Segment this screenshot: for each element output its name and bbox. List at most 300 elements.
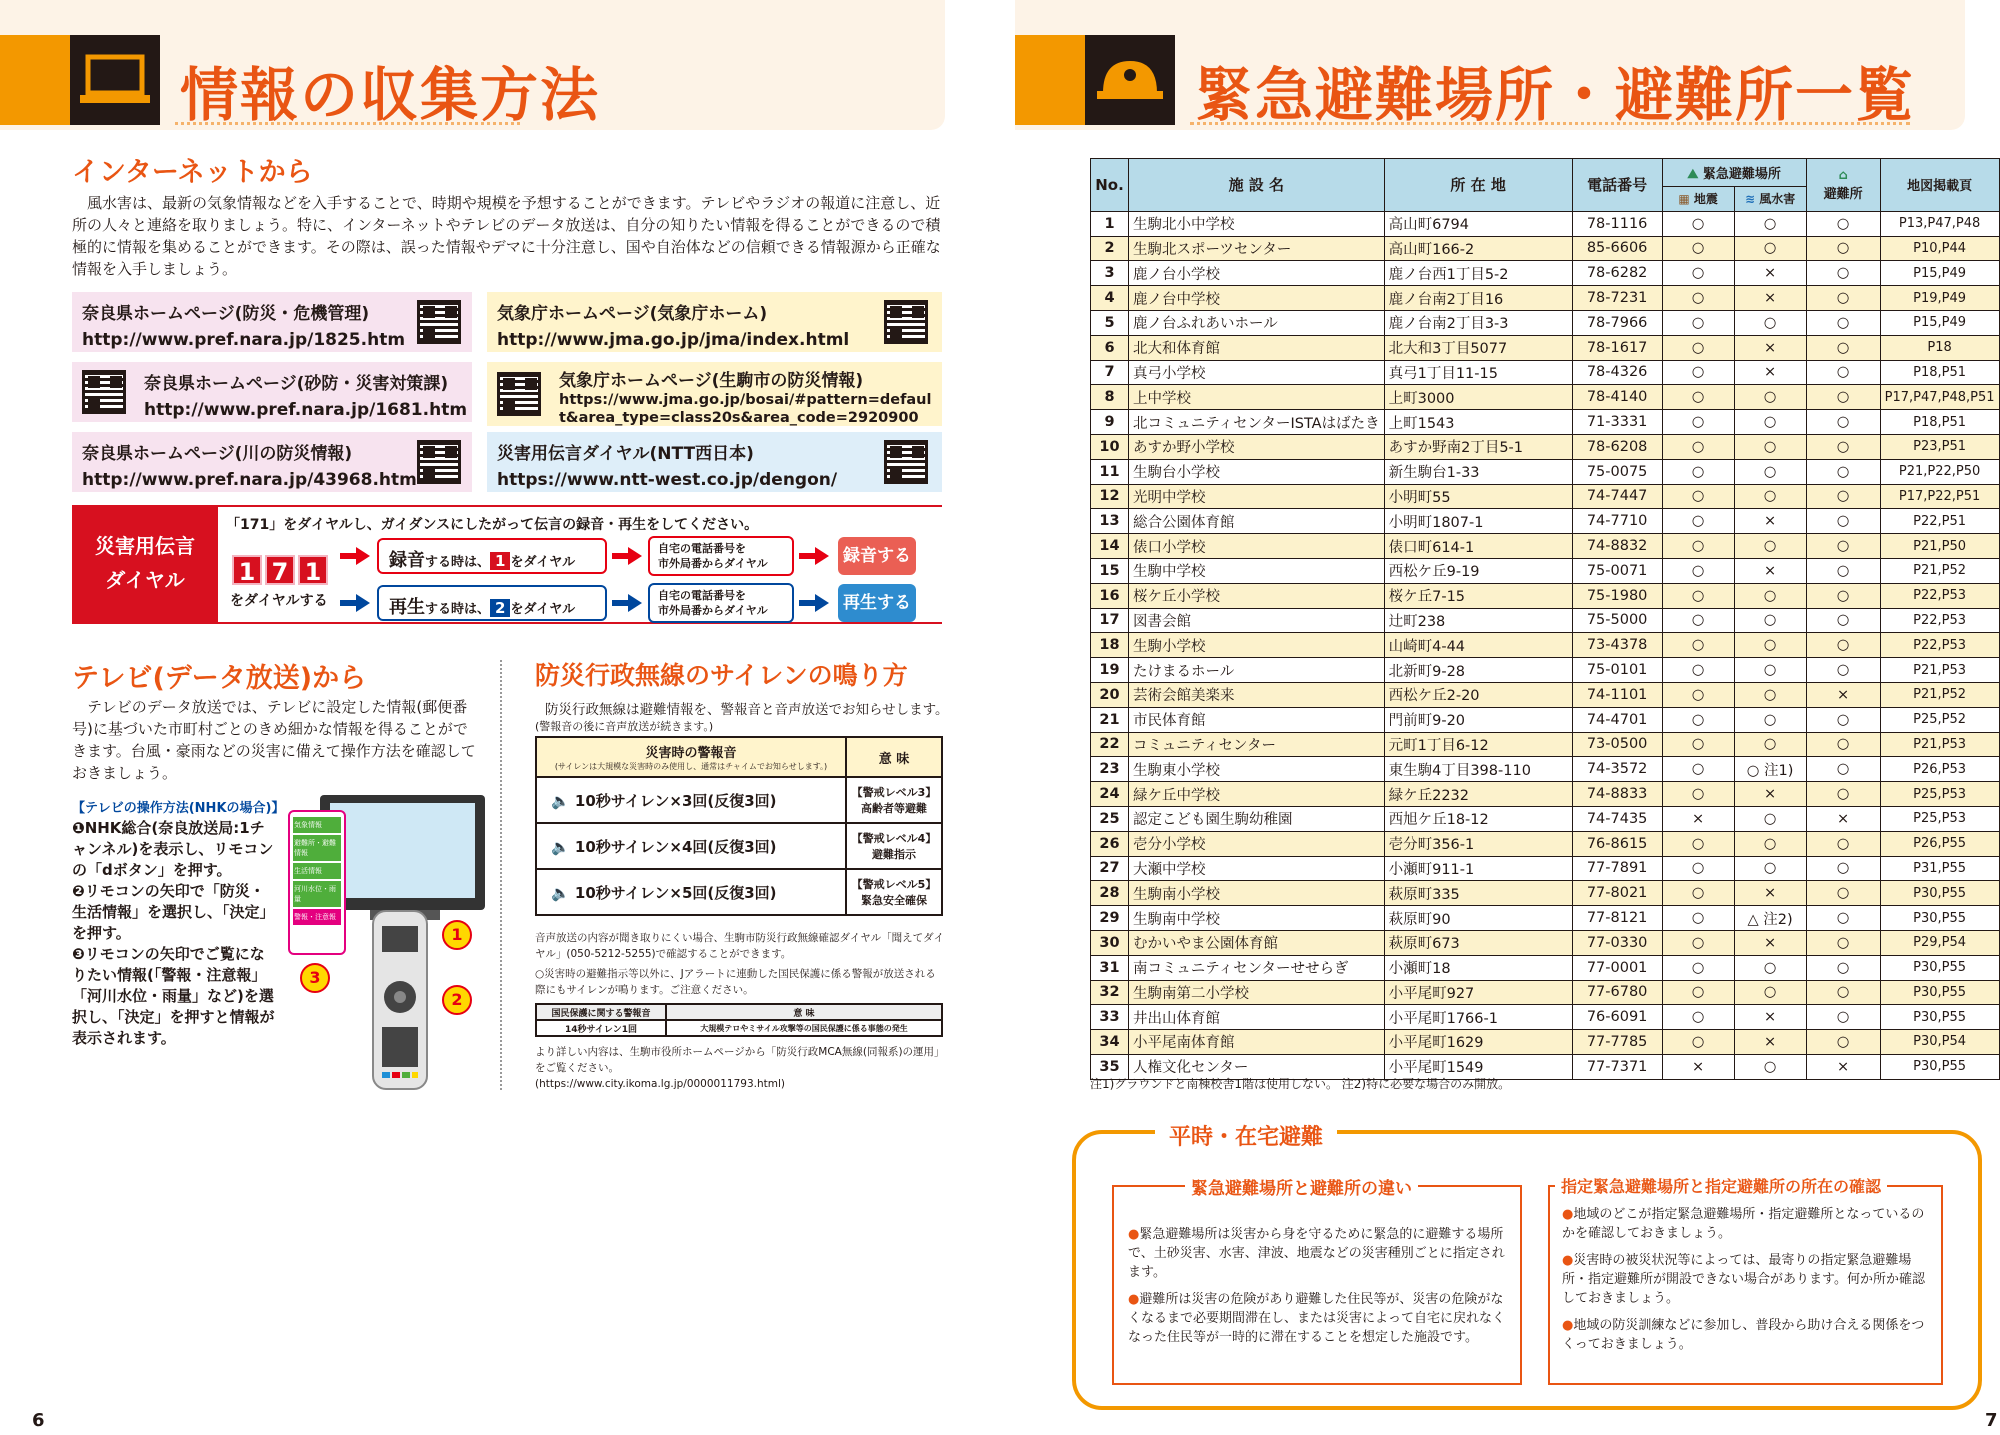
cell-no: 30 bbox=[1091, 930, 1129, 955]
cell-no: 24 bbox=[1091, 782, 1129, 807]
cell-map: P15,P49 bbox=[1880, 261, 1999, 286]
cell-name: 南コミュニティセンターせせらぎ bbox=[1129, 955, 1385, 980]
table-row bbox=[1091, 955, 2000, 980]
cell-no: 28 bbox=[1091, 881, 1129, 906]
cell-tel: 74-8833 bbox=[1572, 782, 1662, 807]
cell-address: 上町1543 bbox=[1384, 410, 1572, 435]
marker-2: 2 bbox=[442, 985, 472, 1015]
cell-name: むかいやま公園体育館 bbox=[1129, 930, 1385, 955]
tv-menu-item: 気象情報 bbox=[293, 817, 341, 833]
cell-address: 壱分町356-1 bbox=[1384, 831, 1572, 856]
cell-flood: ○ bbox=[1734, 682, 1806, 707]
cell-map: P22,P51 bbox=[1880, 509, 1999, 534]
remote-buttons bbox=[374, 912, 426, 1088]
emergency-shelter-icon: ⛰ bbox=[1687, 167, 1699, 182]
cell-shelter: ○ bbox=[1806, 633, 1880, 658]
marker-3: 3 bbox=[300, 963, 330, 993]
table-row bbox=[1091, 583, 2000, 608]
left-header-accent bbox=[0, 35, 70, 125]
cell-flood: × bbox=[1734, 782, 1806, 807]
cell-name: 壱分小学校 bbox=[1129, 831, 1385, 856]
cell-map: P21,P50 bbox=[1880, 534, 1999, 559]
cell-shelter: ○ bbox=[1806, 509, 1880, 534]
cell-flood: ○ bbox=[1734, 459, 1806, 484]
cell-tel: 77-8121 bbox=[1572, 906, 1662, 931]
cell-earthquake: ○ bbox=[1662, 1005, 1734, 1030]
cell-earthquake: ○ bbox=[1662, 484, 1734, 509]
cell-name: 生駒小学校 bbox=[1129, 633, 1385, 658]
page-title-left: 情報の収集方法 bbox=[180, 61, 601, 129]
cell-map: P31,P55 bbox=[1880, 856, 1999, 881]
cell-name: 生駒中学校 bbox=[1129, 558, 1385, 583]
cell-tel: 78-7231 bbox=[1572, 286, 1662, 311]
cell-no: 14 bbox=[1091, 534, 1129, 559]
cell-flood: ○ bbox=[1734, 534, 1806, 559]
remote-control bbox=[372, 910, 428, 1090]
cell-map: P21,P22,P50 bbox=[1880, 459, 1999, 484]
daily-title: 平時・在宅避難 bbox=[1155, 1120, 1337, 1151]
cell-name: 桜ケ丘小学校 bbox=[1129, 583, 1385, 608]
cell-earthquake: ○ bbox=[1662, 261, 1734, 286]
cell-no: 12 bbox=[1091, 484, 1129, 509]
cell-shelter: ○ bbox=[1806, 236, 1880, 261]
cell-tel: 77-0330 bbox=[1572, 930, 1662, 955]
cell-map: P17,P47,P48,P51 bbox=[1880, 385, 1999, 410]
cell-no: 8 bbox=[1091, 385, 1129, 410]
cell-map: P21,P53 bbox=[1880, 658, 1999, 683]
cell-earthquake: ○ bbox=[1662, 286, 1734, 311]
siren-note1: 音声放送の内容が聞き取りにくい場合、生駒市防災行政無線確認ダイヤル「聞えてダイヤル」(050-5212-5255)で確認することができます。 bbox=[535, 932, 944, 960]
tv-steps bbox=[72, 818, 277, 1049]
cell-earthquake: ○ bbox=[1662, 310, 1734, 335]
table-row bbox=[1091, 707, 2000, 732]
tv-menu bbox=[288, 810, 346, 955]
cell-address: 小明町1807-1 bbox=[1384, 509, 1572, 534]
link-nara-river[interactable]: 奈良県ホームページ(川の防災情報) http://www.pref.nara.jp/43968.htm bbox=[72, 432, 472, 492]
bullet-icon: ● bbox=[1562, 1253, 1574, 1268]
cell-name: 光明中学校 bbox=[1129, 484, 1385, 509]
tv-menu-item: 警報・注意報 bbox=[293, 909, 341, 925]
cell-earthquake: ○ bbox=[1662, 906, 1734, 931]
flood-icon: ≋ bbox=[1744, 192, 1756, 207]
cell-name: 鹿ノ台中学校 bbox=[1129, 286, 1385, 311]
arrow bbox=[340, 600, 356, 606]
cell-flood: ○ bbox=[1734, 385, 1806, 410]
cell-flood: ○ bbox=[1734, 856, 1806, 881]
siren-header bbox=[536, 737, 942, 777]
page-title-right: 緊急避難場所・避難所一覧 bbox=[1195, 61, 1916, 129]
cell-no: 16 bbox=[1091, 583, 1129, 608]
cell-no: 10 bbox=[1091, 434, 1129, 459]
table-row bbox=[1091, 310, 2000, 335]
arrow bbox=[340, 553, 356, 559]
cell-no: 5 bbox=[1091, 310, 1129, 335]
col-emergency: ⛰ 緊急避難場所 bbox=[1662, 159, 1806, 187]
arrow bbox=[799, 600, 815, 606]
cell-address: 俵口町614-1 bbox=[1384, 534, 1572, 559]
column-divider bbox=[500, 660, 502, 1090]
cell-shelter: ○ bbox=[1806, 782, 1880, 807]
kokumin-table: 国民保護に関する警報音 意 味 14秒サイレン1回 大規模テロやミサイル攻撃等の国民保護に係る事態の発生 bbox=[535, 1003, 943, 1037]
cell-tel: 75-0075 bbox=[1572, 459, 1662, 484]
siren-row: 🔈 10秒サイレン×4回(反復3回) 【警戒レベル4】 避難指示 bbox=[536, 823, 942, 869]
table-row bbox=[1091, 658, 2000, 683]
cell-name: 生駒北スポーツセンター bbox=[1129, 236, 1385, 261]
cell-tel: 77-7891 bbox=[1572, 856, 1662, 881]
cell-address: 西松ケ丘9-19 bbox=[1384, 558, 1572, 583]
cell-flood: × bbox=[1734, 1005, 1806, 1030]
cell-name: 生駒東小学校 bbox=[1129, 757, 1385, 782]
cell-shelter: ○ bbox=[1806, 583, 1880, 608]
qr-code-icon bbox=[497, 372, 541, 416]
cell-address: 小平尾町1766-1 bbox=[1384, 1005, 1572, 1030]
arrow-head bbox=[815, 594, 829, 612]
cell-earthquake: ○ bbox=[1662, 856, 1734, 881]
cell-name: 総合公園体育館 bbox=[1129, 509, 1385, 534]
table-row bbox=[1091, 682, 2000, 707]
table-row bbox=[1091, 509, 2000, 534]
cell-tel: 78-6282 bbox=[1572, 261, 1662, 286]
cell-map: P26,P53 bbox=[1880, 757, 1999, 782]
cell-earthquake: ○ bbox=[1662, 335, 1734, 360]
tv-step-2: ❷リモコンの矢印で「防災・生活情報」を選択し、「決定」を押す。 bbox=[72, 882, 275, 942]
record-home-box: 自宅の電話番号を 市外局番からダイヤル bbox=[648, 536, 794, 576]
cell-name: 上中学校 bbox=[1129, 385, 1385, 410]
cell-address: 鹿ノ台西1丁目5-2 bbox=[1384, 261, 1572, 286]
cell-map: P13,P47,P48 bbox=[1880, 211, 1999, 236]
cell-address: 門前町9-20 bbox=[1384, 707, 1572, 732]
cell-map: P22,P53 bbox=[1880, 633, 1999, 658]
link-jma-ikoma[interactable]: 気象庁ホームページ(生駒市の防災情報) https://www.jma.go.jp/bosai/#pattern=default&area_type=class20s&area_code=2920900 bbox=[487, 362, 942, 426]
siren-note3: より詳しい内容は、生駒市役所ホームページから「防災行政MCA無線(同報系)の運用」をご覧ください。 bbox=[535, 1046, 945, 1074]
cell-shelter: ○ bbox=[1806, 310, 1880, 335]
cell-tel: 77-7785 bbox=[1572, 1030, 1662, 1055]
cell-map: P18 bbox=[1880, 335, 1999, 360]
box-confirm-title: 指定緊急避難場所と指定避難所の所在の確認 bbox=[1555, 1174, 1887, 1197]
cell-shelter: ○ bbox=[1806, 558, 1880, 583]
cell-no: 1 bbox=[1091, 211, 1129, 236]
box-difference-title: 緊急避難場所と避難所の違い bbox=[1185, 1174, 1418, 1199]
shelter-table bbox=[1090, 158, 2000, 1080]
cell-no: 6 bbox=[1091, 335, 1129, 360]
cell-map: P21,P52 bbox=[1880, 682, 1999, 707]
cell-flood: ○ bbox=[1734, 980, 1806, 1005]
table-row bbox=[1091, 906, 2000, 931]
internet-text: 風水害は、最新の気象情報などを入手することで、時期や規模を予想することができます。テレビやラジオの報道に注意し、近所の人々と連絡を取りましょう。特に、インターネットやテレビのデータ放送は、自分の知りたい情報を得ることができるので積極的に情報を集めることができます。その際は、誤った情報やデマに十分注意し、国や自治体などの信頼できる情報源から正確な情報を入手しましょう。 bbox=[72, 194, 941, 278]
cell-no: 25 bbox=[1091, 806, 1129, 831]
cell-flood: ○ bbox=[1734, 211, 1806, 236]
speaker-icon: 🔈 bbox=[551, 791, 570, 810]
cell-name: 図書会館 bbox=[1129, 608, 1385, 633]
internet-heading: インターネットから bbox=[72, 157, 313, 188]
cell-address: 鹿ノ台南2丁目3-3 bbox=[1384, 310, 1572, 335]
siren-row: 🔈 10秒サイレン×5回(反復3回) 【警戒レベル5】 緊急安全確保 bbox=[536, 869, 942, 915]
cell-tel: 73-4378 bbox=[1572, 633, 1662, 658]
cell-tel: 74-3572 bbox=[1572, 757, 1662, 782]
cell-no: 27 bbox=[1091, 856, 1129, 881]
cell-no: 26 bbox=[1091, 831, 1129, 856]
cell-map: P30,P55 bbox=[1880, 881, 1999, 906]
table-row bbox=[1091, 1005, 2000, 1030]
cell-earthquake: ○ bbox=[1662, 583, 1734, 608]
siren-note4: (https://www.city.ikoma.lg.jp/0000011793.html) bbox=[535, 1078, 785, 1090]
arrow-head bbox=[628, 547, 642, 565]
cell-shelter: ○ bbox=[1806, 1005, 1880, 1030]
cell-flood: ○ bbox=[1734, 1054, 1806, 1079]
cell-no: 33 bbox=[1091, 1005, 1129, 1030]
cell-address: 辻町238 bbox=[1384, 608, 1572, 633]
cell-shelter: ○ bbox=[1806, 484, 1880, 509]
table-row bbox=[1091, 757, 2000, 782]
col-tel: 電話番号 bbox=[1572, 159, 1662, 212]
qr-code-icon bbox=[884, 440, 928, 484]
qr-code-icon bbox=[82, 370, 126, 414]
cell-tel: 78-7966 bbox=[1572, 310, 1662, 335]
cell-earthquake: ○ bbox=[1662, 782, 1734, 807]
cell-map: P15,P49 bbox=[1880, 310, 1999, 335]
col-map: 地図掲載頁 bbox=[1880, 159, 1999, 212]
table-row bbox=[1091, 534, 2000, 559]
cell-earthquake: ○ bbox=[1662, 459, 1734, 484]
cell-address: 高山町166-2 bbox=[1384, 236, 1572, 261]
record-end: 録音する bbox=[838, 537, 916, 575]
cell-shelter: ○ bbox=[1806, 881, 1880, 906]
cell-address: 元町1丁目6-12 bbox=[1384, 732, 1572, 757]
box-confirm-text: ●地域のどこが指定緊急避難場所・指定避難所となっているのかを確認しておきましょう。 ●災害時の被災状況等によっては、最寄りの指定緊急避難場所・指定避難所が開設できない場合があります。何か所か確認しておきましょう。 ●地域の防災訓練などに参加し、普段から助け合える関係をつくっておきましょう。 bbox=[1562, 1207, 1925, 1352]
link-nara-bousai[interactable]: 奈良県ホームページ(防災・危機管理) http://www.pref.nara.jp/1825.htm bbox=[72, 292, 472, 352]
record-box: 録音する時は、 1 をダイヤル bbox=[377, 538, 607, 574]
cell-earthquake: ○ bbox=[1662, 385, 1734, 410]
cell-address: 小平尾町1629 bbox=[1384, 1030, 1572, 1055]
dial-digit-1b: 1 bbox=[298, 555, 328, 585]
cell-address: 西旭ケ丘18-12 bbox=[1384, 806, 1572, 831]
col-no: No. bbox=[1091, 159, 1129, 212]
tv-heading: テレビ(データ放送)から bbox=[72, 663, 367, 694]
cell-shelter: ○ bbox=[1806, 211, 1880, 236]
cell-flood: × bbox=[1734, 930, 1806, 955]
cell-address: 桜ケ丘7-15 bbox=[1384, 583, 1572, 608]
cell-shelter: ○ bbox=[1806, 410, 1880, 435]
table-row bbox=[1091, 484, 2000, 509]
cell-shelter: ○ bbox=[1806, 930, 1880, 955]
cell-flood: ○ bbox=[1734, 410, 1806, 435]
table-row bbox=[1091, 782, 2000, 807]
marker-1: 1 bbox=[442, 920, 472, 950]
cell-address: 萩原町335 bbox=[1384, 881, 1572, 906]
cell-name: コミュニティセンター bbox=[1129, 732, 1385, 757]
tv-menu-item: 河川水位・雨量 bbox=[293, 881, 341, 907]
cell-address: 小瀬町911-1 bbox=[1384, 856, 1572, 881]
cell-flood: × bbox=[1734, 509, 1806, 534]
cell-flood: ○ bbox=[1734, 806, 1806, 831]
cell-shelter: × bbox=[1806, 1054, 1880, 1079]
cell-shelter: ○ bbox=[1806, 534, 1880, 559]
siren-th1: 災害時の警報音 (サイレンは大規模な災害時のみ使用し、通常はチャイムでお知らせします。) bbox=[536, 737, 846, 777]
cell-shelter: ○ bbox=[1806, 658, 1880, 683]
col-name: 施 設 名 bbox=[1129, 159, 1385, 212]
cell-name: 人権文化センター bbox=[1129, 1054, 1385, 1079]
cell-tel: 74-7710 bbox=[1572, 509, 1662, 534]
cell-flood: ○ bbox=[1734, 732, 1806, 757]
page-number-right: 7 bbox=[1985, 1410, 1998, 1431]
cell-map: P30,P55 bbox=[1880, 980, 1999, 1005]
bullet-icon: ● bbox=[1562, 1207, 1574, 1222]
cell-address: 緑ケ丘2232 bbox=[1384, 782, 1572, 807]
dial-label: 災害用伝言 ダイヤル bbox=[72, 507, 218, 622]
table-row bbox=[1091, 558, 2000, 583]
arrow bbox=[612, 553, 628, 559]
cell-map: P10,P44 bbox=[1880, 236, 1999, 261]
cell-shelter: ○ bbox=[1806, 360, 1880, 385]
table-row bbox=[1091, 261, 2000, 286]
cell-name: 鹿ノ台小学校 bbox=[1129, 261, 1385, 286]
qr-code-icon bbox=[417, 440, 461, 484]
col-earthquake: ▦ 地震 bbox=[1662, 187, 1734, 212]
cell-earthquake: ○ bbox=[1662, 236, 1734, 261]
cell-earthquake: ○ bbox=[1662, 732, 1734, 757]
cell-tel: 78-1617 bbox=[1572, 335, 1662, 360]
cell-shelter: ○ bbox=[1806, 261, 1880, 286]
helmet-icon bbox=[1085, 35, 1175, 125]
cell-flood: ○ bbox=[1734, 434, 1806, 459]
cell-flood: × bbox=[1734, 1030, 1806, 1055]
table-row bbox=[1091, 211, 2000, 236]
cell-shelter: ○ bbox=[1806, 707, 1880, 732]
cell-earthquake: ○ bbox=[1662, 211, 1734, 236]
cell-map: P30,P54 bbox=[1880, 1030, 1999, 1055]
tv-step-3: ❸リモコンの矢印でご覧になりたい情報(「警報・注意報」「河川水位・雨量」など)を選択し、「決定」を押すと情報が表示されます。 bbox=[72, 945, 275, 1047]
cell-tel: 78-4326 bbox=[1572, 360, 1662, 385]
cell-map: P17,P22,P51 bbox=[1880, 484, 1999, 509]
siren-th2: 意 味 bbox=[846, 737, 942, 777]
table-row bbox=[1091, 856, 2000, 881]
cell-shelter: ○ bbox=[1806, 757, 1880, 782]
dial-digit-1: 1 bbox=[232, 555, 262, 585]
speaker-icon: 🔈 bbox=[551, 837, 570, 856]
cell-flood: △ 注2) bbox=[1734, 906, 1806, 931]
cell-earthquake: ○ bbox=[1662, 980, 1734, 1005]
cell-tel: 78-6208 bbox=[1572, 434, 1662, 459]
cell-tel: 77-8021 bbox=[1572, 881, 1662, 906]
cell-tel: 75-0101 bbox=[1572, 658, 1662, 683]
cell-flood: × bbox=[1734, 360, 1806, 385]
cell-name: 生駒南中学校 bbox=[1129, 906, 1385, 931]
table-row bbox=[1091, 806, 2000, 831]
cell-flood: ○ bbox=[1734, 583, 1806, 608]
table-row bbox=[1091, 732, 2000, 757]
play-home-box: 自宅の電話番号を 市外局番からダイヤル bbox=[648, 583, 794, 623]
cell-shelter: × bbox=[1806, 682, 1880, 707]
cell-earthquake: ○ bbox=[1662, 930, 1734, 955]
cell-flood: ○ 注1) bbox=[1734, 757, 1806, 782]
cell-earthquake: ○ bbox=[1662, 633, 1734, 658]
cell-address: 小瀬町18 bbox=[1384, 955, 1572, 980]
play-end: 再生する bbox=[838, 584, 916, 622]
table-row bbox=[1091, 980, 2000, 1005]
cell-flood: × bbox=[1734, 286, 1806, 311]
link-ntt-dengon[interactable]: 災害用伝言ダイヤル(NTT西日本) https://www.ntt-west.co.jp/dengon/ bbox=[487, 432, 942, 492]
cell-earthquake: ○ bbox=[1662, 955, 1734, 980]
cell-name: 市民体育館 bbox=[1129, 707, 1385, 732]
cell-flood: × bbox=[1734, 558, 1806, 583]
cell-no: 4 bbox=[1091, 286, 1129, 311]
cell-name: 生駒台小学校 bbox=[1129, 459, 1385, 484]
cell-tel: 75-0071 bbox=[1572, 558, 1662, 583]
title-underline-right bbox=[1190, 122, 1910, 125]
cell-flood: × bbox=[1734, 881, 1806, 906]
cell-name: 鹿ノ台ふれあいホール bbox=[1129, 310, 1385, 335]
cell-address: 上町3000 bbox=[1384, 385, 1572, 410]
cell-no: 31 bbox=[1091, 955, 1129, 980]
cell-address: 北新町9-28 bbox=[1384, 658, 1572, 683]
siren-text: 防災行政無線は避難情報を、警報音と音声放送でお知らせします。 bbox=[545, 702, 949, 718]
cell-name: 俵口小学校 bbox=[1129, 534, 1385, 559]
cell-earthquake: ○ bbox=[1662, 534, 1734, 559]
cell-shelter: ○ bbox=[1806, 980, 1880, 1005]
table-row bbox=[1091, 930, 2000, 955]
cell-earthquake: × bbox=[1662, 806, 1734, 831]
earthquake-icon: ▦ bbox=[1678, 192, 1690, 207]
cell-tel: 74-1101 bbox=[1572, 682, 1662, 707]
cell-map: P18,P51 bbox=[1880, 410, 1999, 435]
cell-tel: 77-0001 bbox=[1572, 955, 1662, 980]
arrow-head bbox=[815, 547, 829, 565]
col-shelter: ⌂ 避難所 bbox=[1806, 159, 1880, 212]
tv-menu-item: 生活情報 bbox=[293, 863, 341, 879]
cell-name: 認定こども園生駒幼稚園 bbox=[1129, 806, 1385, 831]
cell-address: 小明町55 bbox=[1384, 484, 1572, 509]
bullet-icon: ● bbox=[1128, 1227, 1140, 1242]
link-nara-sabo[interactable]: 奈良県ホームページ(砂防・災害対策課) http://www.pref.nara.jp/1681.htm bbox=[72, 362, 472, 422]
cell-map: P18,P51 bbox=[1880, 360, 1999, 385]
cell-no: 19 bbox=[1091, 658, 1129, 683]
cell-name: 真弓小学校 bbox=[1129, 360, 1385, 385]
cell-shelter: ○ bbox=[1806, 335, 1880, 360]
cell-name: 生駒南小学校 bbox=[1129, 881, 1385, 906]
cell-name: 井出山体育館 bbox=[1129, 1005, 1385, 1030]
cell-map: P25,P53 bbox=[1880, 782, 1999, 807]
dial-divider-bottom bbox=[72, 622, 942, 624]
cell-flood: ○ bbox=[1734, 658, 1806, 683]
cell-address: 萩原町90 bbox=[1384, 906, 1572, 931]
tv-step-1: ❶NHK総合(奈良放送局:1チャンネル)を表示し、リモコンの「dボタン」を押す。 bbox=[72, 819, 274, 879]
link-jma-home[interactable]: 気象庁ホームページ(気象庁ホーム) http://www.jma.go.jp/jma/index.html bbox=[487, 292, 942, 352]
cell-address: 東生駒4丁目398-110 bbox=[1384, 757, 1572, 782]
cell-name: 緑ケ丘中学校 bbox=[1129, 782, 1385, 807]
cell-address: 北大和3丁目5077 bbox=[1384, 335, 1572, 360]
tv-text: テレビのデータ放送では、テレビに設定した情報(郵便番号)に基づいた市町村ごとのきめ細かな情報を得ることができます。台風・豪雨などの災害に備えて操作方法を確認しておきましょう。 bbox=[72, 698, 476, 782]
cell-earthquake: ○ bbox=[1662, 509, 1734, 534]
table-row bbox=[1091, 831, 2000, 856]
cell-map: P25,P53 bbox=[1880, 806, 1999, 831]
cell-name: 北コミュニティセンターISTAはばたき bbox=[1129, 410, 1385, 435]
cell-name: 大瀬中学校 bbox=[1129, 856, 1385, 881]
cell-flood: ○ bbox=[1734, 633, 1806, 658]
cell-earthquake: ○ bbox=[1662, 831, 1734, 856]
cell-earthquake: ○ bbox=[1662, 558, 1734, 583]
cell-flood: ○ bbox=[1734, 484, 1806, 509]
table-row bbox=[1091, 434, 2000, 459]
cell-tel: 74-8832 bbox=[1572, 534, 1662, 559]
title-underline-left bbox=[175, 122, 520, 125]
cell-name: 小平尾南体育館 bbox=[1129, 1030, 1385, 1055]
arrow-head bbox=[356, 594, 370, 612]
table-row bbox=[1091, 1030, 2000, 1055]
cell-no: 7 bbox=[1091, 360, 1129, 385]
cell-tel: 77-7371 bbox=[1572, 1054, 1662, 1079]
cell-no: 22 bbox=[1091, 732, 1129, 757]
siren-table bbox=[535, 736, 943, 916]
